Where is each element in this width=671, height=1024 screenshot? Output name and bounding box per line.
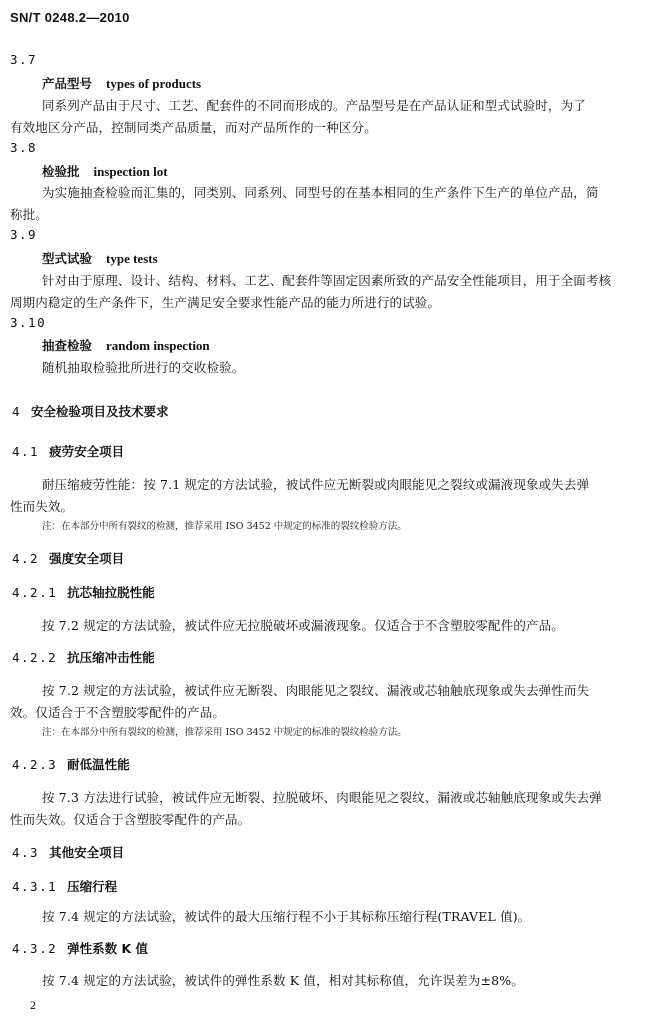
term-en: random inspection [106, 338, 210, 353]
clause-number: 3.9 [10, 227, 38, 242]
body-text: 按 7.4 规定的方法试验，被试件的最大压缩行程不小于其标称压缩行程(TRAVEL 值)。 [42, 909, 531, 924]
section-heading [12, 583, 155, 601]
body-text: 按 7.2 规定的方法试验，被试件应无拉脱破坏或漏液现象。仅适合于不含塑胶零配件的产品。 [42, 618, 564, 633]
clause-number: 3.8 [10, 140, 38, 155]
body-text: 性而失效。仅适合于含塑胶零配件的产品。 [10, 812, 251, 827]
term-cn: 检验批 [42, 164, 80, 179]
section-heading [12, 877, 117, 895]
section-heading [12, 648, 155, 666]
section-heading [12, 402, 169, 420]
term-heading [42, 336, 210, 354]
section-heading [12, 549, 124, 567]
section-title: 耐低温性能 [67, 757, 130, 772]
section-number: 4.2.1 [12, 585, 58, 600]
definition-text: 有效地区分产品，控制同类产品质量，而对产品所作的一种区分。 [10, 120, 377, 135]
note-text: 注：在本部分中所有裂纹的检测，推荐采用 ISO 3452 中规定的标准的裂纹检验方法。 [42, 521, 407, 532]
section-title: 安全检验项目及技术要求 [31, 404, 169, 419]
section-title: 弹性系数 K 值 [67, 941, 149, 956]
term-en: type tests [106, 251, 158, 266]
body-text: 效。仅适合于不含塑胶零配件的产品。 [10, 705, 226, 720]
section-title: 疲劳安全项目 [49, 444, 125, 459]
body-text: 按 7.3 方法进行试验，被试件应无断裂、拉脱破坏、肉眼能见之裂纹、漏液或芯轴触底现象或失去弹 [42, 790, 602, 805]
definition-text: 同系列产品由于尺寸、工艺、配套件的不同而形成的。产品型号是在产品认证和型式试验时，为了 [42, 98, 586, 113]
definition-text: 随机抽取检验批所进行的交收检验。 [42, 360, 245, 375]
section-title: 压缩行程 [67, 879, 118, 894]
clause-number: 3.10 [10, 315, 47, 330]
definition-text: 为实施抽查检验而汇集的，同类别、同系列、同型号的在基本相同的生产条件下生产的单位产品，简 [42, 185, 599, 200]
section-number: 4.2.2 [12, 650, 58, 665]
term-heading [42, 74, 201, 92]
section-title: 强度安全项目 [49, 551, 125, 566]
body-text: 性而失效。 [10, 499, 74, 514]
section-title: 抗芯轴拉脱性能 [67, 585, 155, 600]
standard-code-header: SN/T 0248.2—2010 [10, 10, 130, 25]
note-text: 注：在本部分中所有裂纹的检测，推荐采用 ISO 3452 中规定的标准的裂纹检验方法。 [42, 727, 407, 738]
page-number: 2 [30, 998, 36, 1012]
term-heading [42, 249, 158, 267]
clause-number: 3.7 [10, 52, 38, 67]
term-heading [42, 162, 168, 180]
section-number: 4 [12, 404, 22, 419]
section-heading [12, 442, 124, 460]
body-text: 耐压缩疲劳性能：按 7.1 规定的方法试验，被试件应无断裂或肉眼能见之裂纹或漏液现象或失去弹 [42, 477, 590, 492]
section-title: 抗压缩冲击性能 [67, 650, 155, 665]
section-heading [12, 843, 124, 861]
body-text: 按 7.2 规定的方法试验，被试件应无断裂、肉眼能见之裂纹、漏液或芯轴触底现象或失去弹性而失 [42, 683, 590, 698]
definition-text: 称批。 [10, 207, 48, 222]
section-number: 4.3.1 [12, 879, 58, 894]
term-en: inspection lot [93, 164, 168, 179]
section-heading [12, 939, 148, 957]
section-number: 4.2 [12, 551, 40, 566]
definition-text: 针对由于原理、设计、结构、材料、工艺、配套件等固定因素所致的产品安全性能项目，用于全面考核 [42, 273, 612, 288]
section-title: 其他安全项目 [49, 845, 125, 860]
term-en: types of products [106, 76, 202, 91]
term-cn: 产品型号 [42, 76, 93, 91]
section-number: 4.3.2 [12, 941, 58, 956]
definition-text: 周期内稳定的生产条件下，生产满足安全要求性能产品的能力所进行的试验。 [10, 295, 441, 310]
section-number: 4.1 [12, 444, 40, 459]
section-heading [12, 755, 130, 773]
term-cn: 型式试验 [42, 251, 93, 266]
term-cn: 抽查检验 [42, 338, 93, 353]
body-text: 按 7.4 规定的方法试验，被试件的弹性系数 K 值，相对其标称值，允许误差为±8%。 [42, 973, 524, 988]
section-number: 4.2.3 [12, 757, 58, 772]
section-number: 4.3 [12, 845, 40, 860]
